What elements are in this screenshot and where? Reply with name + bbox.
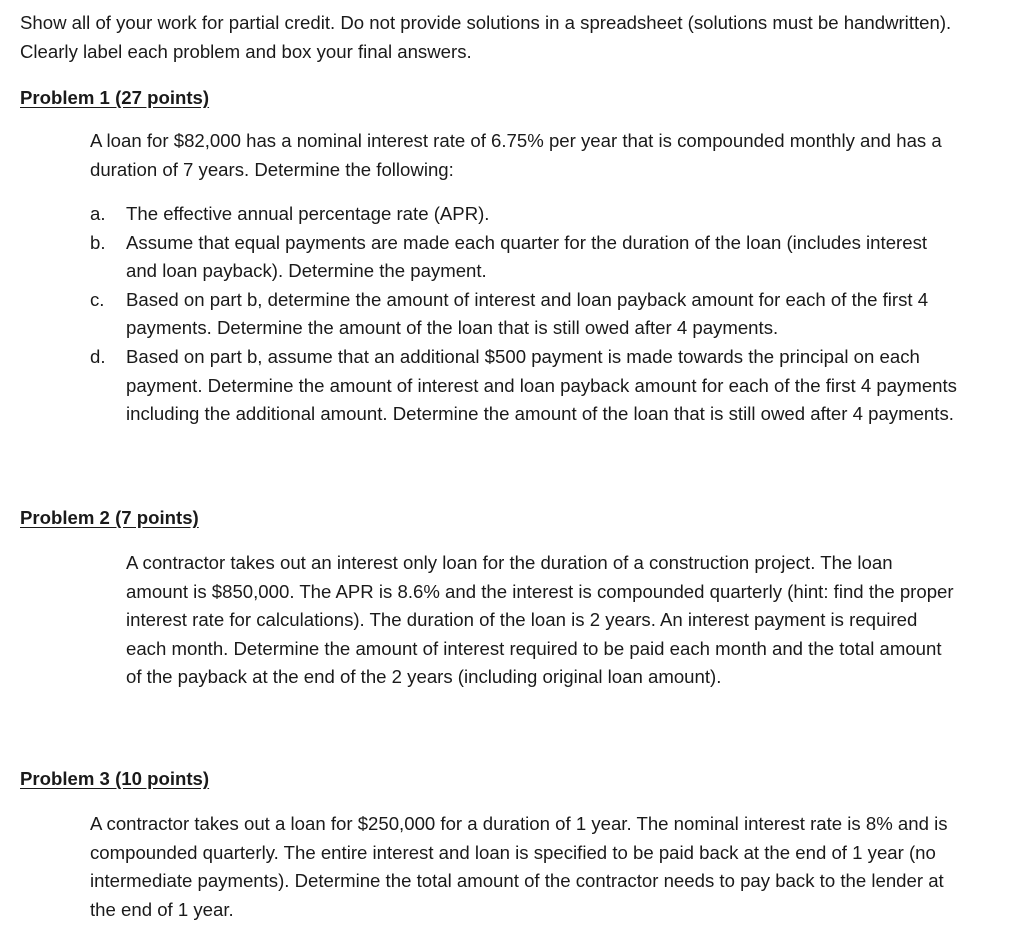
problem-2-statement: A contractor takes out an interest only loan for the duration of a construction project. The loan amount is $850,000. The APR is 8.6% and the interest is compounded quarterly (hint: find the proper interest rate for calculations). The duration of the loan is 2 years. An interest payment is required each month. Determine the amount of interest required to be paid each month and the total amount of the payback at the end of the 2 years (including original loan amount). — [126, 552, 954, 688]
problem-3-statement: A contractor takes out a loan for $250,000 for a duration of 1 year. The nominal interest rate is 8% and is compounded quarterly. The entire interest and loan is specified to be paid back at the end of 1 year (no intermediate payments). Determine the total amount of the contractor needs to pay back to the lender at the end of 1 year. — [90, 813, 948, 920]
problem-1-parts — [90, 200, 960, 429]
problem-2-heading: Problem 2 (7 points) — [20, 507, 199, 528]
part-text: Based on part b, assume that an additional $500 payment is made towards the principal on each payment. Determine the amount of interest and loan payback amount for each of the first 4 payments including the additional amount. Determine the amount of the loan that is still owed after 4 payments. — [126, 345, 957, 425]
part-letter: d. — [90, 345, 106, 367]
part-text: Assume that equal payments are made each quarter for the duration of the loan (includes interest and loan payback). Determine the payment. — [126, 231, 928, 282]
problem-1-heading: Problem 1 (27 points) — [20, 87, 210, 108]
part-text: The effective annual percentage rate (APR). — [126, 203, 490, 224]
list-item — [90, 286, 960, 343]
problem-1-statement: A loan for $82,000 has a nominal interest rate of 6.75% per year that is compounded monthly and has a duration of 7 years. Determine the following: — [90, 130, 942, 180]
part-letter: a. — [90, 203, 106, 224]
list-item — [90, 343, 960, 429]
instructions-text: Show all of your work for partial credit. Do not provide solutions in a spreadsheet (solutions must be handwritten). Clearly label each problem and box your final answers. — [20, 12, 952, 62]
part-letter: b. — [90, 231, 106, 253]
part-letter: c. — [90, 288, 105, 310]
list-item — [90, 229, 960, 286]
problem-3-heading: Problem 3 (10 points) — [20, 768, 210, 789]
list-item — [90, 200, 960, 229]
part-text: Based on part b, determine the amount of interest and loan payback amount for each of the first 4 payments. Determine the amount of the loan that is still owed after 4 payments. — [126, 288, 929, 339]
